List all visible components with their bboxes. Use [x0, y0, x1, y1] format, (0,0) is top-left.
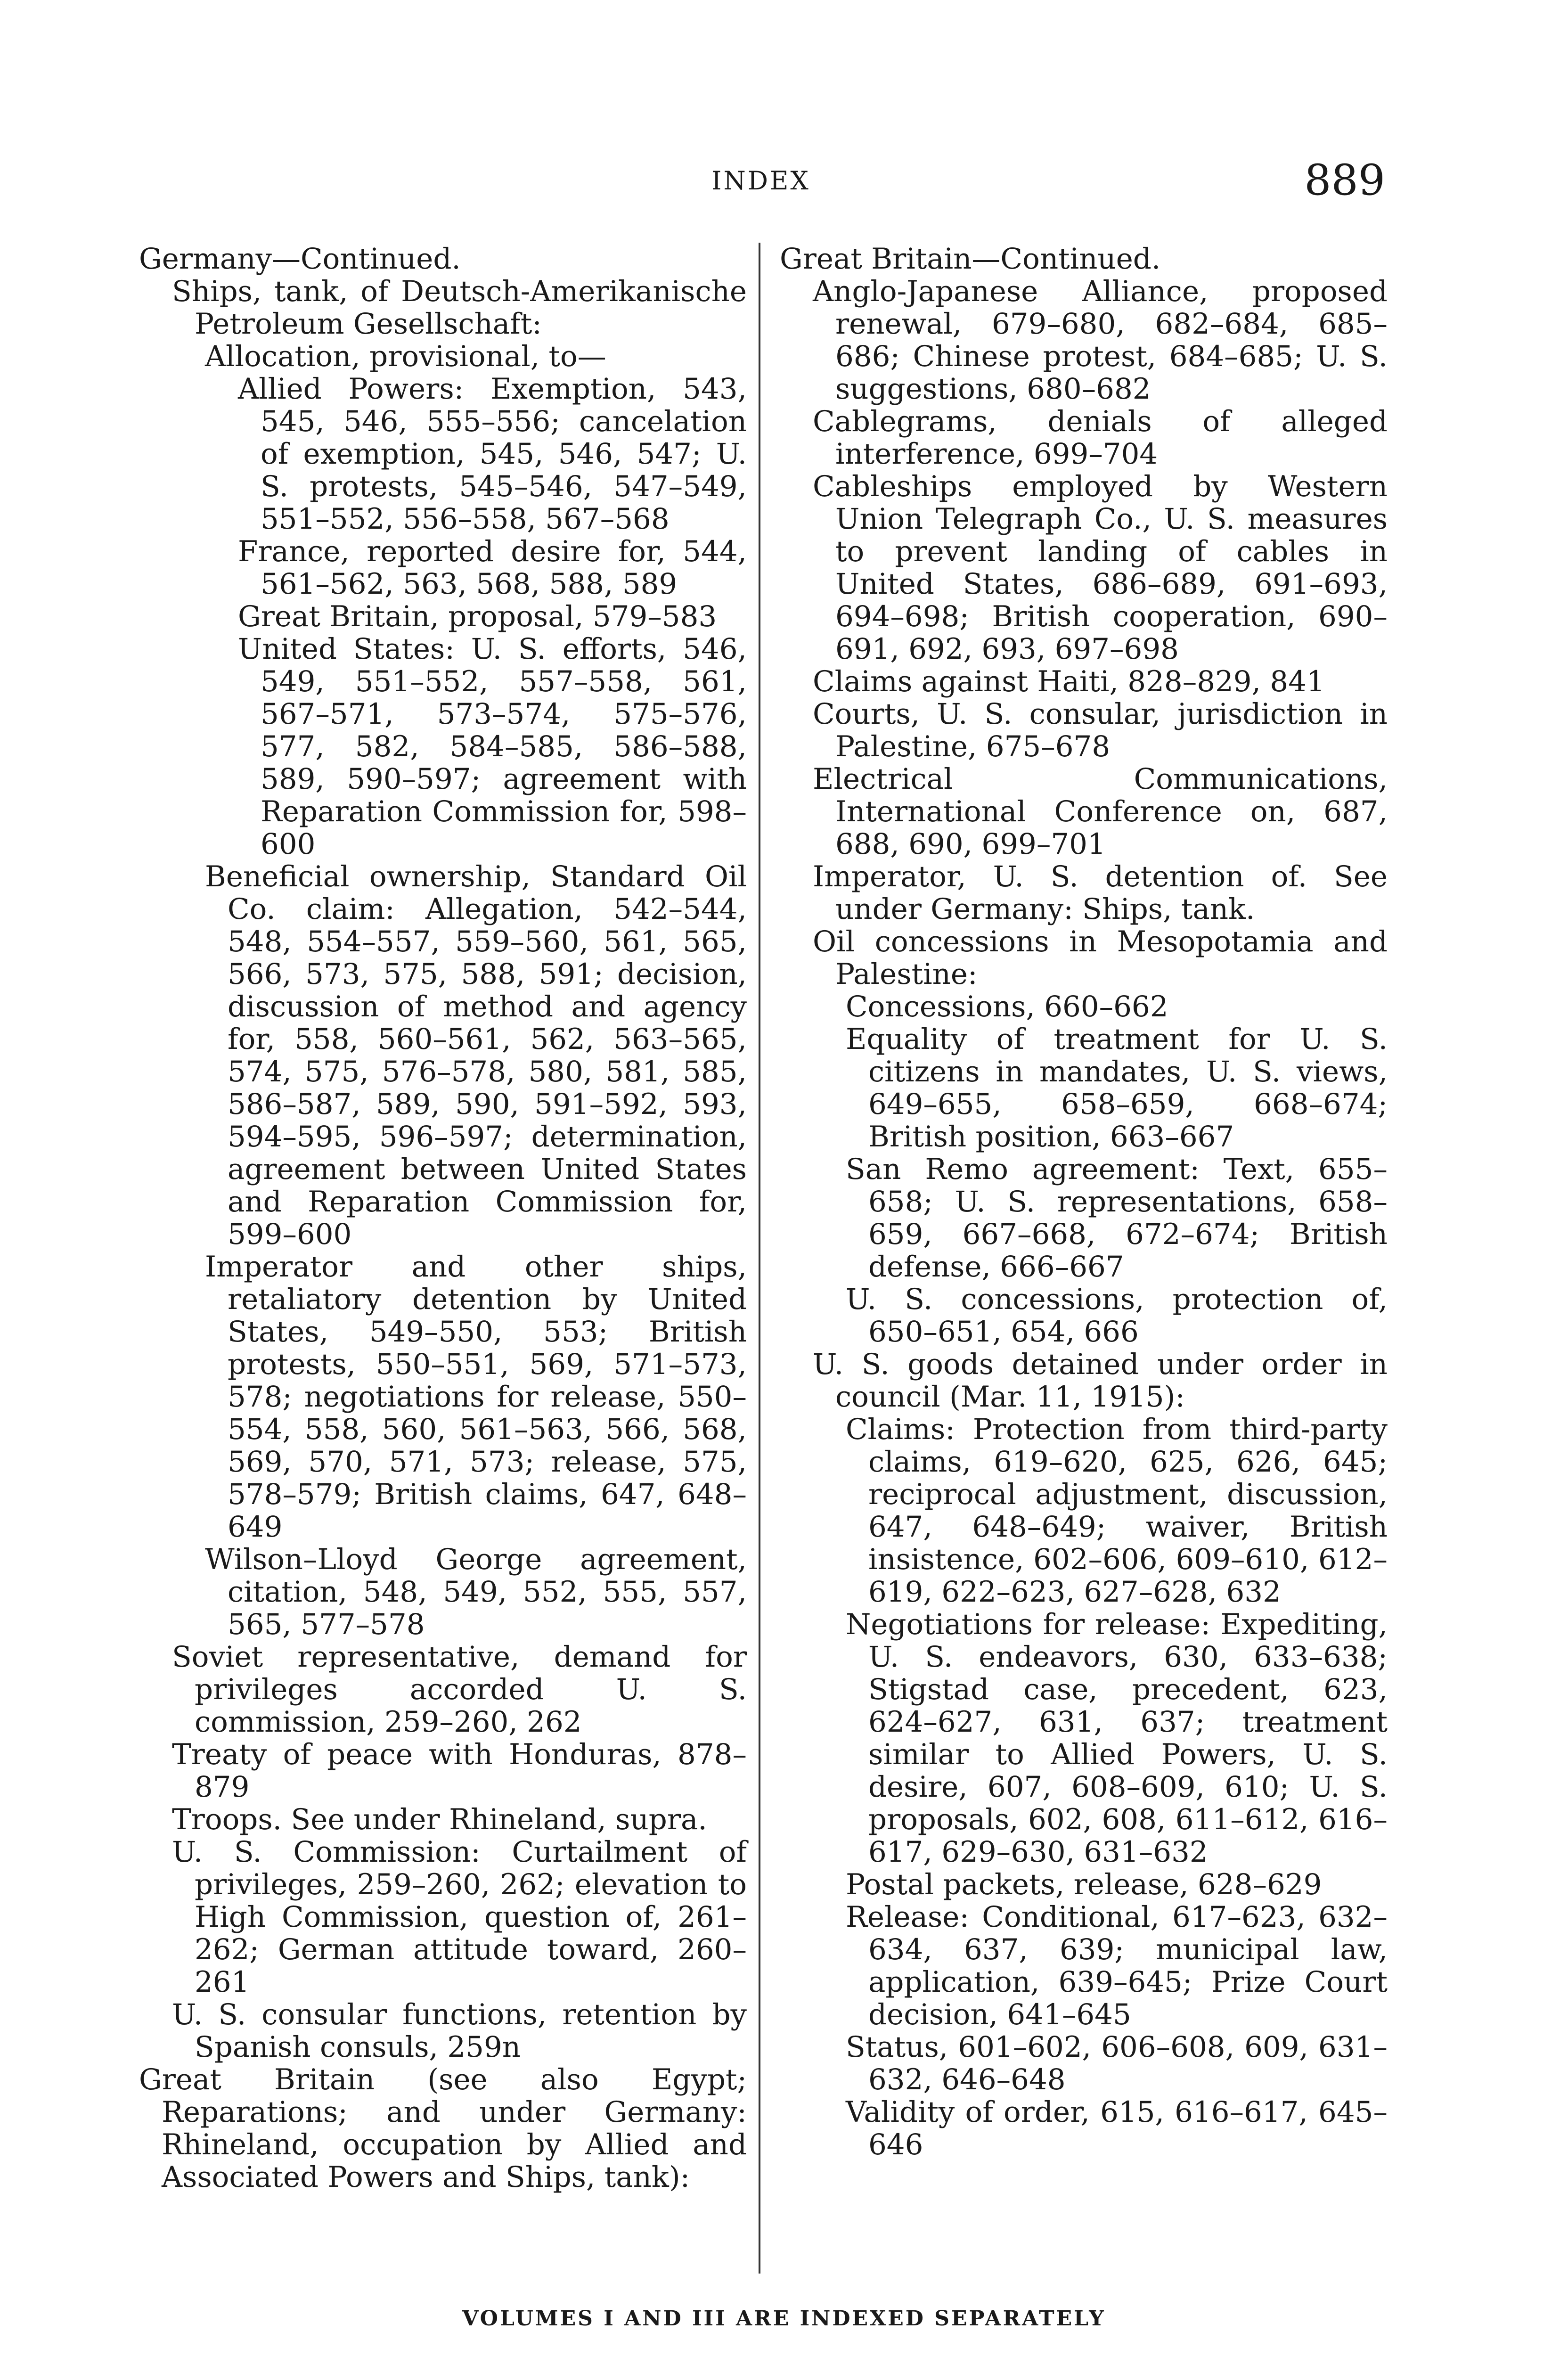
index-entry: Great Britain—Continued.: [780, 242, 1161, 276]
index-entry: Release: Conditional, 617–623, 632–634, 637, 639; municipal law, application, 639–645; Prize Court decision, 641–645: [846, 1900, 1388, 2031]
index-entry: Claims: Protection from third-party claims, 619–620, 625, 626, 645; reciprocal adjustment, discussion, 647, 648–649; waiver, British insistence, 602–606, 609–610, 612–619, 622–623, 627–628, 632: [846, 1413, 1388, 1609]
index-entry: U. S. concessions, protection of, 650–651, 654, 666: [846, 1283, 1388, 1349]
index-entry: Equality of treatment for U. S. citizens in mandates, U. S. views, 649–655, 658–659, 668–674; British position, 663–667: [846, 1023, 1388, 1153]
index-entry: Imperator and other ships, retaliatory detention by United States, 549–550, 553; British protests, 550–551, 569, 571–573, 578; negotiations for release, 550–554, 558, 560, 561–563, 566, 568, 569, 570, 571, 573; release, 575, 578–579; British claims, 647, 648–649: [205, 1250, 747, 1544]
index-entry: U. S. goods detained under order in council (Mar. 11, 1915):: [813, 1348, 1388, 1414]
index-entry: Electrical Communications, International Conference on, 687, 688, 690, 699–701: [813, 762, 1388, 861]
right-column: [780, 243, 1388, 2161]
index-entry: U. S. Commission: Curtailment of privileges, 259–260, 262; elevation to High Commission, question of, 261–262; German attitude toward, 260–261: [172, 1835, 747, 1999]
index-entry: Troops. See under Rhineland, supra.: [172, 1803, 707, 1836]
index-entry: Anglo-Japanese Alliance, proposed renewal, 679–680, 682–684, 685–686; Chinese protest, 684–685; U. S. suggestions, 680–682: [813, 275, 1388, 406]
index-entry: France, reported desire for, 544, 561–562, 563, 568, 588, 589: [238, 535, 747, 601]
index-entry: Allied Powers: Exemption, 543, 545, 546, 555–556; cancelation of exemption, 545, 546, 547; U. S. protests, 545–546, 547–549, 551–552, 556–558, 567–568: [238, 372, 747, 536]
footer-note: VOLUMES I AND III ARE INDEXED SEPARATELY: [462, 2307, 1106, 2331]
index-entry: Cablegrams, denials of alleged interference, 699–704: [813, 405, 1388, 471]
index-entry: Germany—Continued.: [139, 242, 461, 276]
index-entry: Great Britain, proposal, 579–583: [238, 600, 717, 633]
index-entry: Postal packets, release, 628–629: [846, 1868, 1322, 1901]
index-entry: Allocation, provisional, to—: [205, 340, 606, 373]
index-entry: Beneficial ownership, Standard Oil Co. claim: Allegation, 542–544, 548, 554–557, 559–560, 561, 565, 566, 573, 575, 588, 591; decision, discussion of method and agency for, 558, 560–561, 562, 563–565, 574, 575, 576–578, 580, 581, 585, 586–587, 589, 590, 591–592, 593, 594–595, 596–597; determination, agreement between United States and Reparation Commission for, 599–600: [205, 860, 747, 1251]
index-entry: Wilson–Lloyd George agreement, citation, 548, 549, 552, 555, 557, 565, 577–578: [205, 1543, 747, 1641]
index-entry: Courts, U. S. consular, jurisdiction in Palestine, 675–678: [813, 697, 1388, 763]
index-entry: San Remo agreement: Text, 655–658; U. S. representations, 658–659, 667–668, 672–674; British defense, 666–667: [846, 1153, 1388, 1284]
page-number: 889: [1304, 155, 1385, 205]
index-entry: Oil concessions in Mesopotamia and Palestine:: [813, 925, 1388, 991]
index-entry: U. S. consular functions, retention by Spanish consuls, 259n: [172, 1998, 747, 2064]
running-head: INDEX: [711, 166, 810, 196]
left-column: [139, 243, 747, 2193]
index-entry: Cableships employed by Western Union Telegraph Co., U. S. measures to prevent landing of cables in United States, 686–689, 691–693, 694–698; British cooperation, 690–691, 692, 693, 697–698: [813, 470, 1388, 666]
index-entry: Negotiations for release: Expediting, U. S. endeavors, 630, 633–638; Stigstad case, precedent, 623, 624–627, 631, 637; treatment similar to Allied Powers, U. S. desire, 607, 608–609, 610; U. S. proposals, 602, 608, 611–612, 616–617, 629–630, 631–632: [846, 1608, 1388, 1869]
index-entry: Great Britain (see also Egypt; Reparations; and under Germany: Rhineland, occupation by Allied and Associated Powers and Ships, tank):: [139, 2063, 747, 2194]
index-entry: Validity of order, 615, 616–617, 645–646: [846, 2095, 1388, 2161]
index-entry: United States: U. S. efforts, 546, 549, 551–552, 557–558, 561, 567–571, 573–574, 575–576, 577, 582, 584–585, 586–588, 589, 590–597; agreement with Reparation Commission for, 598–600: [238, 632, 747, 861]
index-entry: Concessions, 660–662: [846, 990, 1168, 1023]
index-entry: Status, 601–602, 606–608, 609, 631–632, 646–648: [846, 2030, 1388, 2096]
index-entry: Claims against Haiti, 828–829, 841: [813, 665, 1325, 698]
column-divider: [759, 243, 760, 2274]
page-header: [137, 155, 1385, 212]
index-entry: Ships, tank, of Deutsch-Amerikanische Petroleum Gesellschaft:: [172, 275, 747, 341]
index-entry: Soviet representative, demand for privileges accorded U. S. commission, 259–260, 262: [172, 1640, 747, 1739]
index-entry: Imperator, U. S. detention of. See under Germany: Ships, tank.: [813, 860, 1388, 926]
index-entry: Treaty of peace with Honduras, 878–879: [172, 1738, 747, 1804]
